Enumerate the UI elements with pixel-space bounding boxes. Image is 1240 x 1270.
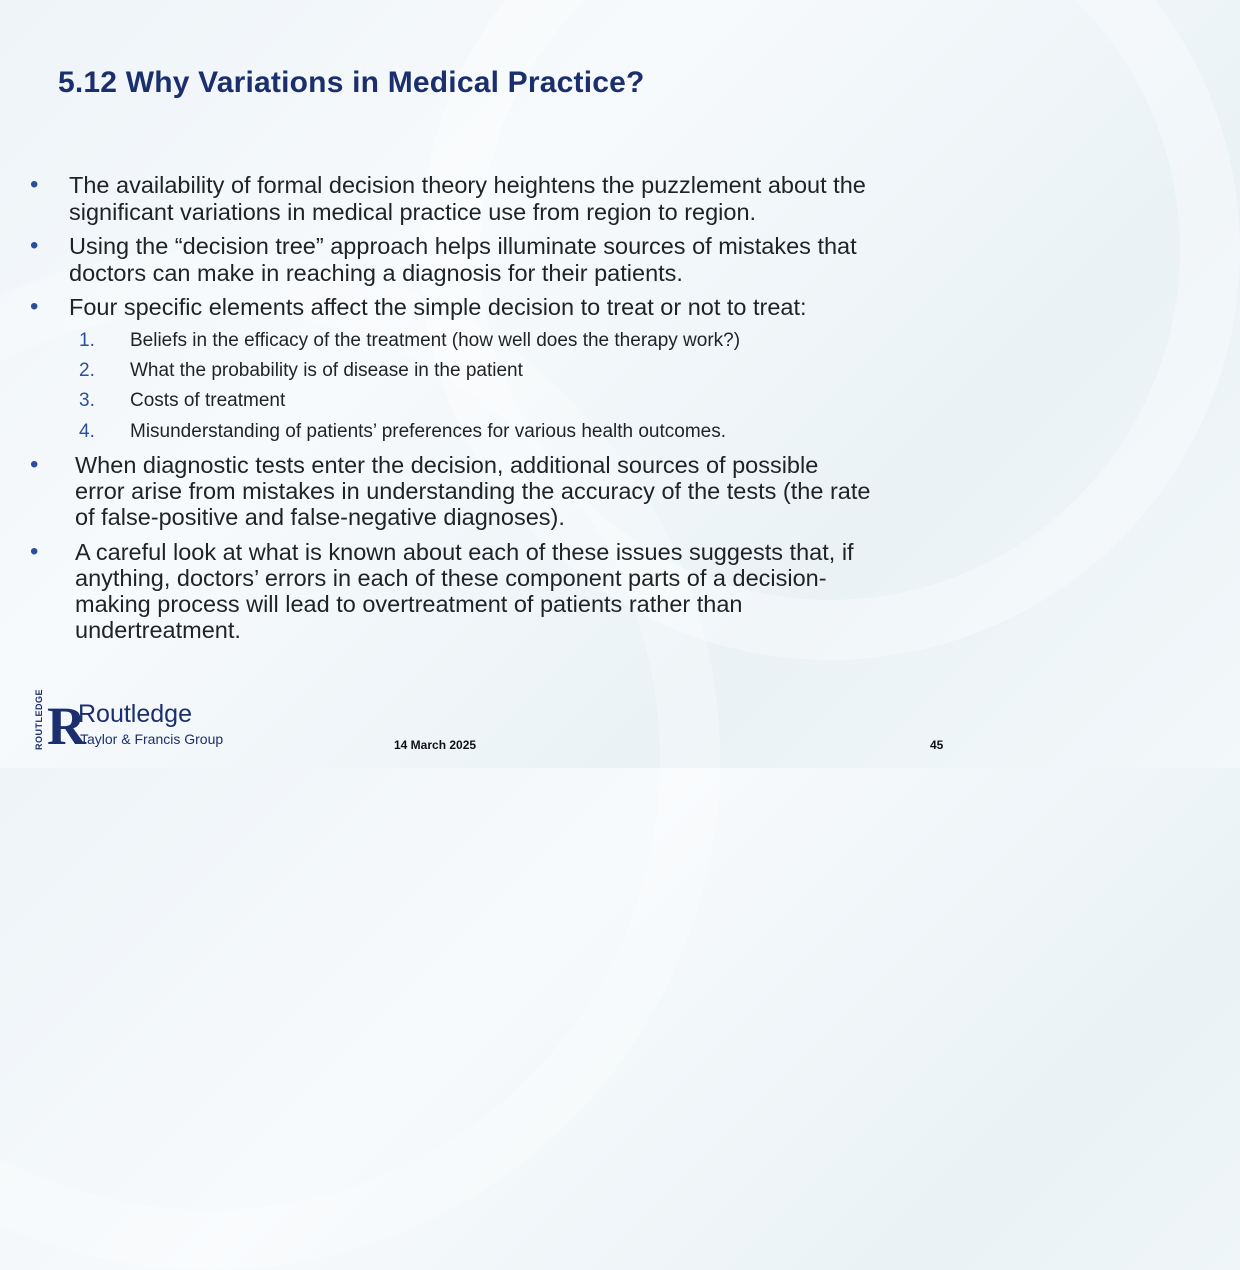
list-item-text: What the probability is of disease in the patient: [130, 360, 523, 381]
bullet-marker: •: [30, 232, 39, 259]
logo-r-icon: [47, 696, 86, 756]
list-item-text: Misunderstanding of patients’ preferences for various health outcomes.: [130, 421, 727, 442]
bullet-text: Four specific elements affect the simple decision to treat or not to treat:: [69, 294, 807, 320]
bullet-text: significant variations in medical practice use from region to region.: [69, 199, 757, 225]
list-item-text: Costs of treatment: [130, 390, 286, 411]
bullet-text: anything, doctors’ errors in each of these component parts of a decision-: [75, 565, 827, 591]
list-item-text: Beliefs in the efficacy of the treatment (how well does the therapy work?): [130, 330, 741, 351]
bullet-text: error arise from mistakes in understanding the accuracy of the tests (the rate: [75, 478, 871, 504]
logo-name: Routledge: [78, 700, 192, 728]
slide-title: 5.12 Why Variations in Medical Practice?: [58, 66, 645, 99]
bullet-text: Using the “decision tree” approach helps illuminate sources of mistakes that: [69, 233, 857, 259]
bullet-text: The availability of formal decision theory heightens the puzzlement about the: [69, 172, 866, 198]
logo-r-letter: R: [47, 696, 86, 756]
bullet-marker: •: [30, 171, 39, 198]
list-number: 1.: [79, 330, 95, 351]
bullet-text: of false-positive and false-negative diagnoses).: [75, 504, 565, 530]
page-number: 45: [930, 738, 944, 752]
bullet-marker: •: [30, 451, 39, 478]
logo-subtitle: Taylor & Francis Group: [80, 731, 224, 747]
bullet-text: doctors can make in reaching a diagnosis for their patients.: [69, 260, 683, 286]
routledge-logo: [34, 688, 224, 756]
list-number: 2.: [79, 360, 95, 381]
bullet-text: undertreatment.: [75, 617, 241, 643]
logo-vertical-text: ROUTLEDGE: [34, 688, 44, 750]
list-number: 3.: [79, 390, 95, 411]
bullet-text: A careful look at what is known about each of these issues suggests that, if: [75, 539, 854, 565]
bullet-marker: •: [30, 538, 39, 565]
background-swirl: [0, 250, 720, 1270]
list-number: 4.: [79, 421, 95, 442]
bullet-marker: •: [30, 293, 39, 320]
footer-date: 14 March 2025: [394, 738, 477, 752]
bullet-text: When diagnostic tests enter the decision, additional sources of possible: [75, 452, 819, 478]
bullet-text: making process will lead to overtreatment of patients rather than: [75, 591, 743, 617]
